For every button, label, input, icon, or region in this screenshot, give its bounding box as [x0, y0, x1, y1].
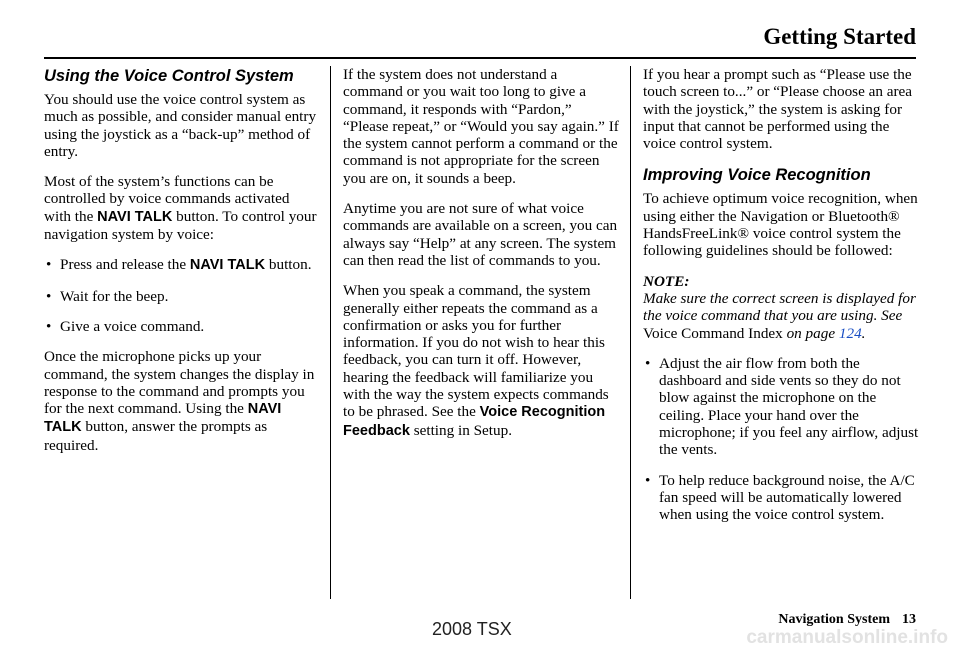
- text: Make sure the correct screen is displayed for the voice command that you are using. See: [643, 289, 916, 325]
- navi-talk-keyword: NAVI TALK: [44, 401, 282, 436]
- paragraph: [343, 282, 619, 440]
- text: .: [861, 324, 866, 342]
- header-rule: [44, 57, 916, 59]
- text: Press and release the: [60, 256, 190, 274]
- text: button. To control your navigation system by voice:: [44, 207, 317, 244]
- text: When you speak a command, the system generally either repeats the command as a confirmation or asks you for further information. If you do not wish to hear this feedback, you can turn it off. However, hearing the feedback will familiarize you with the way the system expects commands to be phrased. See the: [343, 282, 609, 421]
- list-item: • Wait for the beep.: [44, 288, 318, 305]
- note-label: NOTE:: [643, 272, 690, 290]
- note-reference: Voice Command Index: [643, 324, 783, 342]
- text: button.: [265, 256, 312, 274]
- paragraph: [44, 173, 318, 243]
- navi-talk-keyword: NAVI TALK: [97, 208, 173, 225]
- list-item: • Give a voice command.: [44, 318, 318, 335]
- column-divider-1: [330, 66, 331, 599]
- paragraph: You should use the voice control system as much as possible, and consider manual entry using the joystick as a “back-up” method of entry.: [44, 91, 317, 160]
- list-item: • To help reduce background noise, the A/C fan speed will be automatically lowered when using the voice control system.: [643, 472, 919, 524]
- section-heading-improving-voice: Improving Voice Recognition: [643, 166, 871, 185]
- text: on page: [782, 324, 839, 342]
- voice-recognition-feedback-keyword: Voice Recognition Feedback: [343, 404, 606, 439]
- navi-talk-keyword: NAVI TALK: [189, 257, 266, 274]
- column-2: [343, 66, 619, 453]
- model-label: 2008 TSX: [432, 619, 512, 639]
- instruction-list: [44, 256, 318, 335]
- list-item: [44, 256, 318, 274]
- note-text: [643, 290, 919, 342]
- paragraph: If you hear a prompt such as “Please use the touch screen to...” or “Please choose an area with the joystick,” the system is asking for input that cannot be performed using the voice control system.: [643, 66, 913, 153]
- text: Most of the system’s functions can be controlled by voice commands activated with the: [44, 173, 290, 225]
- column-1: [44, 66, 318, 467]
- page-footer: [778, 612, 916, 628]
- paragraph: Anytime you are not sure of what voice commands are available on a screen, you can always say “Help” at any screen. The system can then read the list of commands to you.: [343, 200, 618, 269]
- section-heading-voice-control: Using the Voice Control System: [44, 67, 294, 85]
- paragraph: If the system does not understand a command or you wait too long to give a command, it responds with “Pardon,” “Please repeat,” or “Would you say again.” If the system cannot perform a command or the command is not appropriate for the screen you are on, it sounds a beep.: [343, 66, 619, 187]
- watermark: carmanualsonline.info: [746, 627, 948, 648]
- column-3: [643, 66, 919, 537]
- guideline-list: [643, 355, 919, 524]
- page-link[interactable]: 124: [838, 324, 862, 342]
- list-item: • Adjust the air flow from both the dashboard and side vents so they do not blow against the microphone on the ceiling. Place your hand over the microphone; if you feel any airflow, adjust the vents.: [643, 355, 919, 459]
- page-number: 13: [902, 612, 916, 627]
- paragraph: [44, 348, 318, 454]
- text: button, answer the prompts as required.: [44, 418, 268, 454]
- paragraph: To achieve optimum voice recognition, when using either the Navigation or Bluetooth® HandsFreeLink® voice control system the following guidelines should be followed:: [643, 190, 918, 260]
- column-divider-2: [630, 66, 631, 599]
- footer-section: Navigation System: [778, 612, 890, 627]
- text: Once the microphone picks up your command, the system changes the display in response to the command and prompts you for the next command. Using the: [44, 348, 315, 418]
- text: setting in Setup.: [409, 421, 512, 439]
- page-header-title: Getting Started: [763, 24, 916, 49]
